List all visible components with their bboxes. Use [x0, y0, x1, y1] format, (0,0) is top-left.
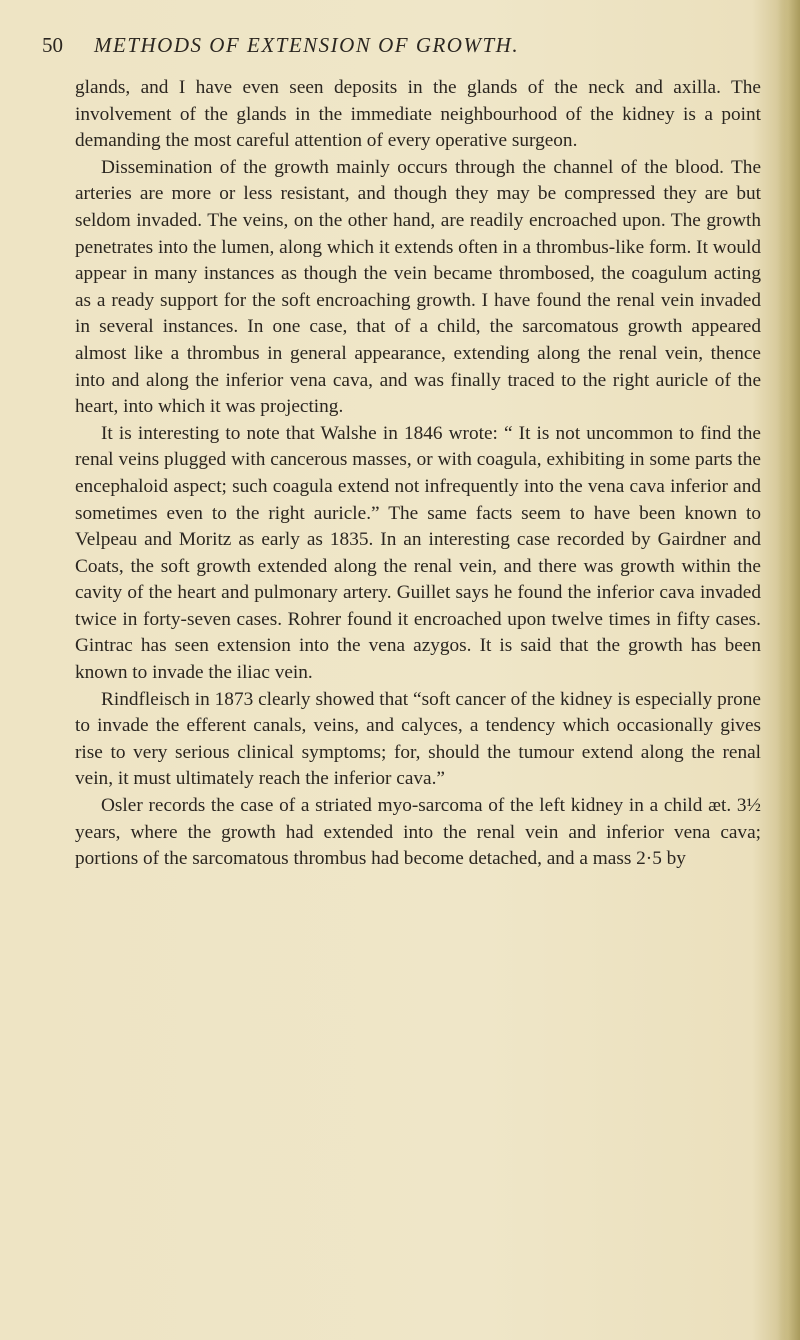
- paragraph-osler: Osler records the case of a striated myo-sarcoma of the left kidney in a child æt. 3½ years, where the growth had extended into the renal vein and inferior vena cava; portions of the sarcomatous thrombus had become detached, and a mass 2·5 by: [75, 795, 761, 870]
- page-edge-shadow: [778, 0, 800, 1340]
- paragraph-continuation: glands, and I have even seen deposits in the glands of the neck and axilla. The involvement of the glands in the immediate neighbourhood of the kidney is a point demanding the most careful attention of every operative surgeon.: [75, 77, 761, 152]
- paragraph-walshe: It is interesting to note that Walshe in 1846 wrote: “ It is not uncommon to find the renal veins plugged with cancerous masses, or with coagula, exhibiting in some parts the encephaloid aspect; such coagula extend not infrequently into the vena cava inferior and sometimes even to the right auricle.” The same facts seem to have been known to Velpeau and Moritz as early as 1835. In an interesting case recorded by Gairdner and Coats, the soft growth extended along the renal vein, and there was growth within the cavity of the heart and pulmonary artery. Guillet says he found the inferior cava invaded twice in forty-seven cases. Rohrer found it encroached upon twelve times in fifty cases. Gintrac has seen extension into the vena azygos. It is said that the growth has been known to invade the iliac vein.: [75, 422, 761, 684]
- paragraph-dissemination: Dissemination of the growth mainly occurs through the channel of the blood. The arteries are more or less resistant, and though they may be compressed they are but seldom invaded. The veins, on the other hand, are readily encroached upon. The growth penetrates into the lumen, along which it extends often in a thrombus-like form. It would appear in many instances as though the vein became thrombosed, the coagulum acting as a ready support for the soft encroaching growth. I have found the renal vein invaded in several instances. In one case, that of a child, the sarcomatous growth appeared almost like a thrombus in general appearance, extending along the renal vein, thence into and along the inferior vena cava, and was finally traced to the right auricle of the heart, into which it was projecting.: [75, 156, 761, 418]
- body-text: [75, 75, 761, 873]
- page-number: 50: [42, 33, 63, 57]
- chapter-title: METHODS OF EXTENSION OF GROWTH.: [94, 33, 520, 57]
- running-head: [42, 30, 762, 60]
- paragraph-rindfleisch: Rindfleisch in 1873 clearly showed that “soft cancer of the kidney is especially prone to invade the efferent canals, veins, and calyces, a tendency which occasionally gives rise to very serious clinical symptoms; for, should the tumour extend along the renal vein, it must ultimately reach the inferior cava.”: [75, 688, 761, 790]
